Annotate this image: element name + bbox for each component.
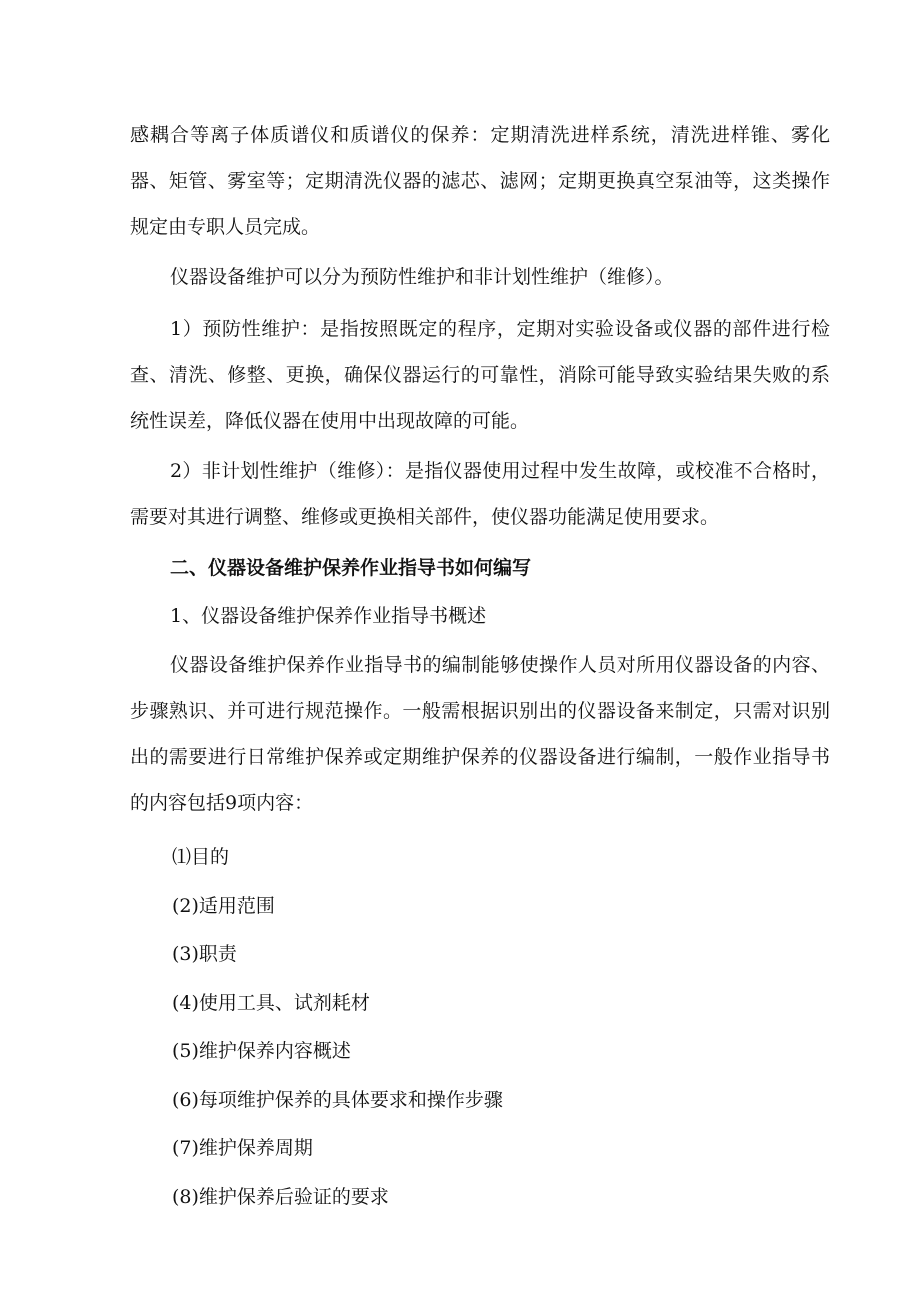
paragraph-overview: 仪器设备维护保养作业指导书的编制能够使操作人员对所用仪器设备的内容、步骤熟识、并可进行规范操作。一般需根据识别出的仪器设备来制定，只需对识别出的需要进行日常维护保养或定期维护保养的仪器设备进行编制，一般作业指导书的内容包括9项内容： <box>130 654 830 814</box>
list-item: (5)维护保养内容概述 <box>172 1040 351 1062</box>
list-item: ⑴目的 <box>172 846 230 868</box>
list-item: (4)使用工具、试剂耗材 <box>172 992 370 1014</box>
subsection-heading: 1、仪器设备维护保养作业指导书概述 <box>170 605 487 627</box>
section-heading: 二、仪器设备维护保养作业指导书如何编写 <box>170 557 532 579</box>
list-item: (7)维护保养周期 <box>172 1137 313 1159</box>
list-item: (6)每项维护保养的具体要求和操作步骤 <box>172 1089 503 1111</box>
paragraph-icp-ms-maintenance: 感耦合等离子体质谱仪和质谱仪的保养：定期清洗进样系统，清洗进样锥、雾化器、矩管、雾室等；定期清洗仪器的滤芯、滤网；定期更换真空泵油等，这类操作规定由专职人员完成。 <box>130 124 830 238</box>
paragraph-preventive-maintenance: 1）预防性维护：是指按照既定的程序，定期对实验设备或仪器的部件进行检查、清洗、修整、更换，确保仪器运行的可靠性，消除可能导致实验结果失败的系统性误差，降低仪器在使用中出现故障的可能。 <box>130 318 830 432</box>
list-item: (8)维护保养后验证的要求 <box>172 1186 389 1208</box>
paragraph-unplanned-maintenance: 2）非计划性维护（维修）：是指仪器使用过程中发生故障，或校准不合格时，需要对其进行调整、维修或更换相关部件，使仪器功能满足使用要求。 <box>130 460 830 528</box>
paragraph-maintenance-types: 仪器设备维护可以分为预防性维护和非计划性维护（维修）。 <box>170 266 674 288</box>
list-item: (2)适用范围 <box>172 895 275 917</box>
list-item: (3)职责 <box>172 943 237 965</box>
